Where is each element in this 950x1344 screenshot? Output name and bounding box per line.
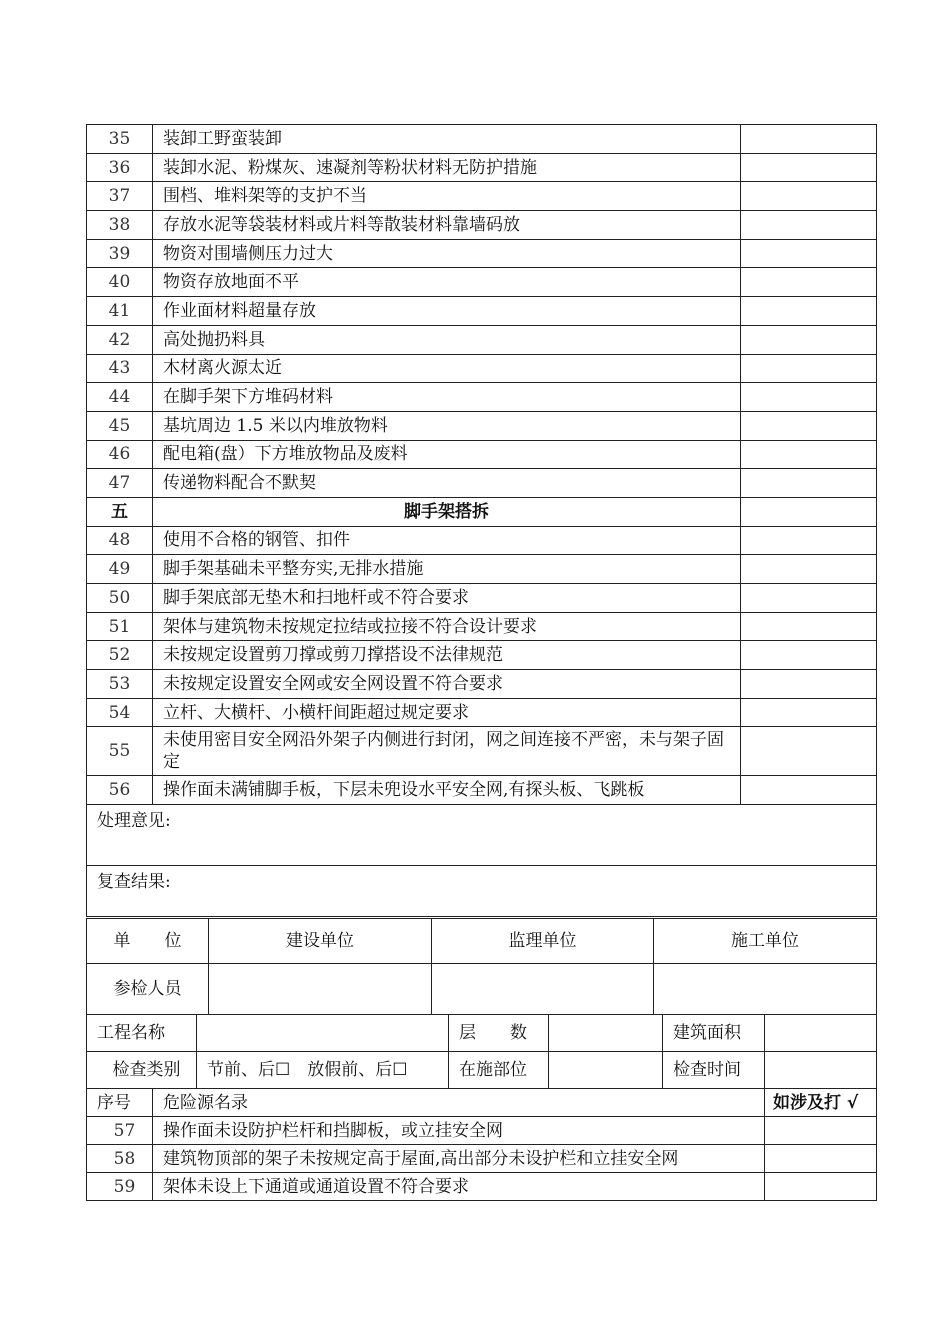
table-row [87, 526, 877, 555]
seq-header: 序号 [87, 1089, 153, 1117]
row-number: 59 [87, 1173, 153, 1201]
tick-cell[interactable] [741, 497, 877, 526]
row-number: 42 [87, 325, 153, 354]
tick-cell[interactable] [741, 325, 877, 354]
hazard-item: 立杆、大横杆、小横杆间距超过规定要求 [153, 698, 741, 727]
floors-label: 层 数 [449, 1015, 549, 1052]
area-label: 建筑面积 [663, 1015, 765, 1052]
tick-cell[interactable] [741, 612, 877, 641]
tick-cell[interactable] [741, 239, 877, 268]
supervision-unit-header: 监理单位 [432, 919, 654, 964]
table-row [87, 411, 877, 440]
signature-table [86, 918, 877, 1015]
table-row [87, 297, 877, 326]
section-five [87, 497, 877, 526]
table-row [87, 325, 877, 354]
tick-cell[interactable] [741, 641, 877, 670]
hazard-item: 木材离火源太近 [153, 354, 741, 383]
table-row [87, 239, 877, 268]
table-row [87, 1173, 877, 1201]
table-row [87, 698, 877, 727]
tick-cell[interactable] [765, 1145, 877, 1173]
hazard-item: 架体与建筑物未按规定拉结或拉接不符合设计要求 [153, 612, 741, 641]
hazard-item: 在脚手架下方堆码材料 [153, 383, 741, 412]
hazard-item: 存放水泥等袋装材料或片料等散装材料靠墙码放 [153, 211, 741, 240]
hazard-item: 物资存放地面不平 [153, 268, 741, 297]
construction-unit-header: 建设单位 [209, 919, 432, 964]
tick-cell[interactable] [741, 555, 877, 584]
row-number: 40 [87, 268, 153, 297]
tick-cell[interactable] [741, 153, 877, 182]
table-row [87, 641, 877, 670]
row-number: 55 [87, 727, 153, 776]
row-number: 58 [87, 1145, 153, 1173]
table-row [87, 354, 877, 383]
row-number: 52 [87, 641, 153, 670]
checklist-rows-b [87, 526, 877, 727]
row-number: 46 [87, 440, 153, 469]
row-number: 54 [87, 698, 153, 727]
hazard-item: 基坑周边 1.5 米以内堆放物料 [153, 411, 741, 440]
check-type-options[interactable]: 节前、后☐ 放假前、后☐ [197, 1052, 449, 1089]
tick-cell[interactable] [741, 526, 877, 555]
floors-field[interactable] [549, 1015, 663, 1052]
row-number: 43 [87, 354, 153, 383]
tick-cell[interactable] [741, 383, 877, 412]
project-name-label: 工程名称 [87, 1015, 197, 1052]
checklist-rows-c [87, 1117, 877, 1201]
area-field[interactable] [765, 1015, 877, 1052]
unit-label: 单 位 [87, 919, 209, 964]
table-row [87, 1145, 877, 1173]
hazard-item: 装卸水泥、粉煤灰、速凝剂等粉状材料无防护措施 [153, 153, 741, 182]
row-number: 45 [87, 411, 153, 440]
hazard-item: 建筑物顶部的架子未按规定高于屋面,高出部分未设护栏和立挂安全网 [153, 1145, 765, 1173]
table-row [87, 440, 877, 469]
table-row [87, 469, 877, 498]
tick-cell[interactable] [741, 297, 877, 326]
opinion-field[interactable]: 处理意见: [87, 805, 877, 866]
row-number: 57 [87, 1117, 153, 1145]
hazard-item: 作业面材料超量存放 [153, 297, 741, 326]
tick-cell[interactable] [741, 776, 877, 805]
contractor-unit-header: 施工单位 [654, 919, 877, 964]
tick-cell[interactable] [741, 584, 877, 613]
section-number: 五 [87, 497, 153, 526]
section-title: 脚手架搭拆 [153, 497, 741, 526]
tick-cell[interactable] [741, 354, 877, 383]
location-label: 在施部位 [449, 1052, 549, 1089]
row-number: 35 [87, 125, 153, 154]
hazard-header: 危险源名录 [153, 1089, 765, 1117]
tick-cell[interactable] [765, 1173, 877, 1201]
tick-header: 如涉及打 √ [765, 1089, 877, 1117]
row-number: 48 [87, 526, 153, 555]
table-row [87, 612, 877, 641]
table-row [87, 383, 877, 412]
tick-cell[interactable] [741, 469, 877, 498]
hazard-item: 使用不合格的钢管、扣件 [153, 526, 741, 555]
hazard-item: 脚手架基础未平整夯实,无排水措施 [153, 555, 741, 584]
row-number: 44 [87, 383, 153, 412]
construction-inspector-field[interactable] [209, 964, 432, 1015]
check-time-label: 检查时间 [663, 1052, 765, 1089]
table-row [87, 153, 877, 182]
hazard-item: 操作面未设防护栏杆和挡脚板，或立挂安全网 [153, 1117, 765, 1145]
tick-cell[interactable] [741, 411, 877, 440]
hazard-item: 操作面未满铺脚手板，下层未兜设水平安全网,有探头板、飞跳板 [153, 776, 741, 805]
tick-cell[interactable] [741, 670, 877, 699]
row-number: 53 [87, 670, 153, 699]
hazard-checklist-table [86, 124, 877, 917]
table-row [87, 1117, 877, 1145]
contractor-inspector-field[interactable] [654, 964, 877, 1015]
supervision-inspector-field[interactable] [432, 964, 654, 1015]
recheck-field[interactable]: 复查结果: [87, 866, 877, 917]
table-row [87, 182, 877, 211]
tick-cell[interactable] [741, 727, 877, 776]
check-type-label: 检查类别 [87, 1052, 197, 1089]
row-number: 47 [87, 469, 153, 498]
checklist-rows-a [87, 125, 877, 498]
hazard-item: 未按规定设置剪刀撑或剪刀撑搭设不法律规范 [153, 641, 741, 670]
hazard-item: 配电箱(盘）下方堆放物品及废料 [153, 440, 741, 469]
tick-cell[interactable] [741, 698, 877, 727]
check-time-field[interactable] [765, 1052, 877, 1089]
tick-cell[interactable] [741, 268, 877, 297]
project-name-field[interactable] [197, 1015, 449, 1052]
location-field[interactable] [549, 1052, 663, 1089]
row-number: 41 [87, 297, 153, 326]
tick-cell[interactable] [741, 440, 877, 469]
row-number: 39 [87, 239, 153, 268]
tick-cell[interactable] [741, 125, 877, 154]
table-row [87, 670, 877, 699]
hazard-item: 架体未设上下通道或通道设置不符合要求 [153, 1173, 765, 1201]
table-row [87, 584, 877, 613]
row-number: 36 [87, 153, 153, 182]
hazard-item: 未使用密目安全网沿外架子内侧进行封闭，网之间连接不严密，未与架子固定 [153, 727, 741, 776]
hazard-item: 围档、堆料架等的支护不当 [153, 182, 741, 211]
row-number: 38 [87, 211, 153, 240]
row-number: 50 [87, 584, 153, 613]
tick-cell[interactable] [741, 211, 877, 240]
hazard-item: 装卸工野蛮装卸 [153, 125, 741, 154]
hazard-item: 传递物料配合不默契 [153, 469, 741, 498]
table-row [87, 268, 877, 297]
hazard-item: 高处抛扔料具 [153, 325, 741, 354]
row-number: 37 [87, 182, 153, 211]
row-number: 56 [87, 776, 153, 805]
hazard-item: 未按规定设置安全网或安全网设置不符合要求 [153, 670, 741, 699]
tick-cell[interactable] [765, 1117, 877, 1145]
table-row [87, 125, 877, 154]
row-number: 49 [87, 555, 153, 584]
project-info-table [86, 1014, 877, 1201]
row-number: 51 [87, 612, 153, 641]
checklist-rows-tail [87, 727, 877, 917]
hazard-item: 物资对围墙侧压力过大 [153, 239, 741, 268]
hazard-item: 脚手架底部无垫木和扫地杆或不符合要求 [153, 584, 741, 613]
table-row [87, 211, 877, 240]
inspector-label: 参检人员 [87, 964, 209, 1015]
tick-cell[interactable] [741, 182, 877, 211]
table-row [87, 555, 877, 584]
